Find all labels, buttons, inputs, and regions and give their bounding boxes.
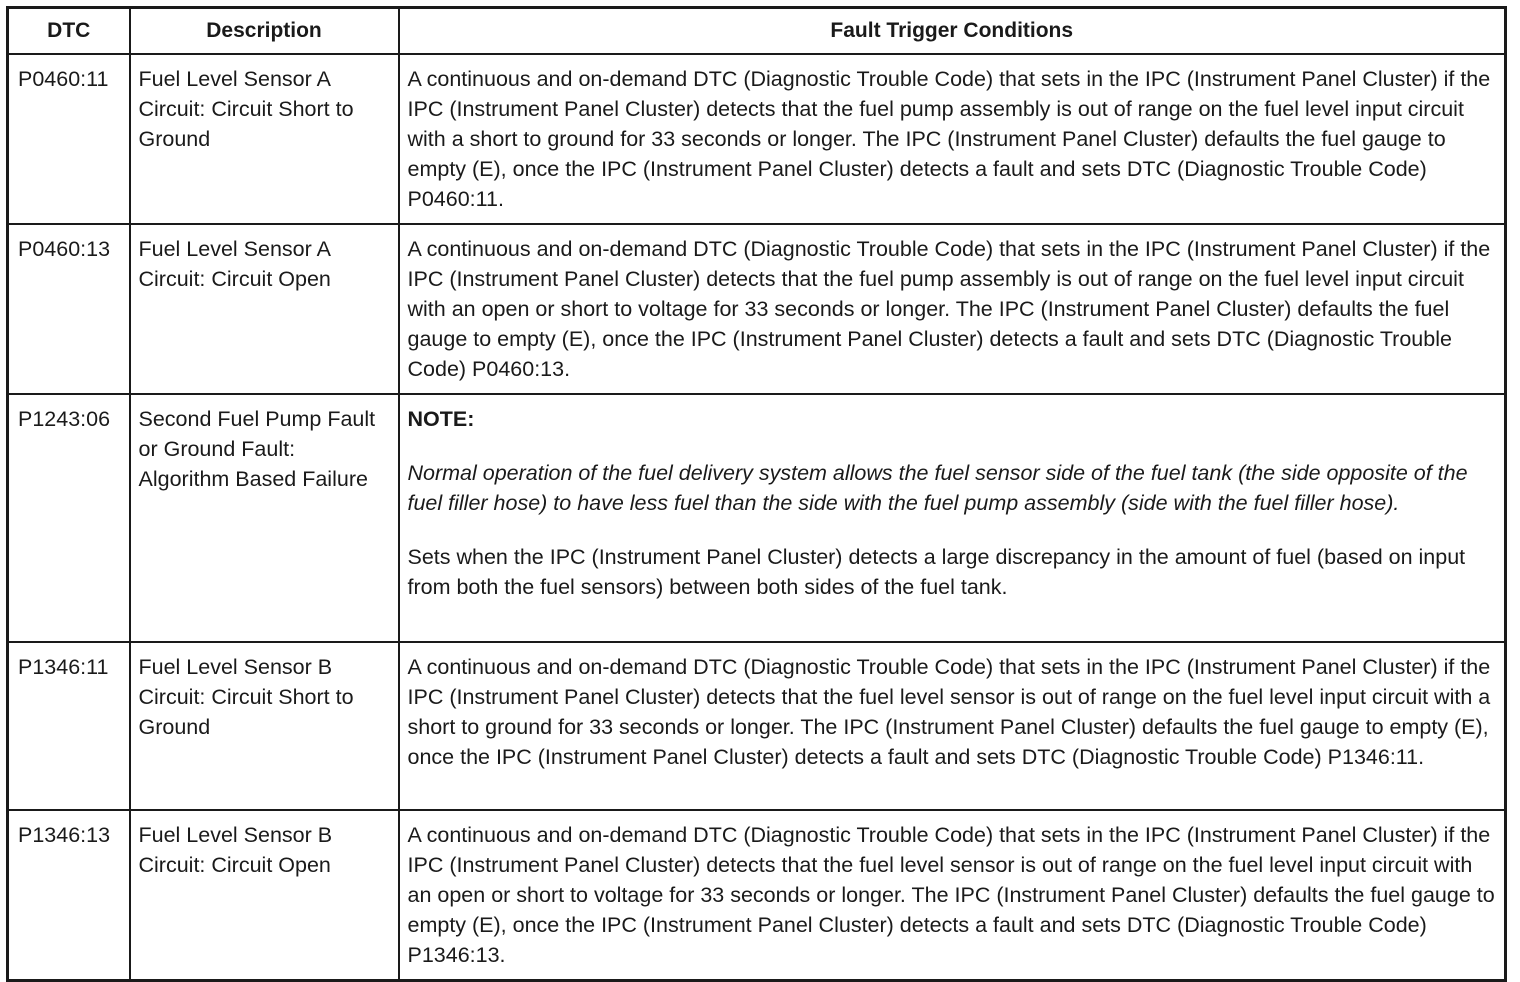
dtc-code: P1243:06 [8, 394, 130, 642]
fault-conditions: A continuous and on-demand DTC (Diagnostic Trouble Code) that sets in the IPC (Instrument Panel Cluster) if the IPC (Instrument Panel Cluster) detects that the fuel pump assembly is out of range on the fuel level input circuit with an open or short to voltage for 33 seconds or longer. The IPC (Instrument Panel Cluster) defaults the fuel gauge to empty (E), once the IPC (Instrument Panel Cluster) detects a fault and sets DTC (Diagnostic Trouble Code) P0460:13. [399, 224, 1506, 394]
dtc-table [6, 6, 1507, 982]
fault-conditions-cell [399, 394, 1506, 642]
header-dtc: DTC [8, 8, 130, 55]
fault-conditions: A continuous and on-demand DTC (Diagnostic Trouble Code) that sets in the IPC (Instrument Panel Cluster) if the IPC (Instrument Panel Cluster) detects that the fuel level sensor is out of range on the fuel level input circuit with an open or short to voltage for 33 seconds or longer. The IPC (Instrument Panel Cluster) defaults the fuel gauge to empty (E), once the IPC (Instrument Panel Cluster) detects a fault and sets DTC (Diagnostic Trouble Code) P1346:13. [399, 810, 1506, 981]
fault-conditions: A continuous and on-demand DTC (Diagnostic Trouble Code) that sets in the IPC (Instrument Panel Cluster) if the IPC (Instrument Panel Cluster) detects that the fuel level sensor is out of range on the fuel level input circuit with a short to ground for 33 seconds or longer. The IPC (Instrument Panel Cluster) defaults the fuel gauge to empty (E), once the IPC (Instrument Panel Cluster) detects a fault and sets DTC (Diagnostic Trouble Code) P1346:11. [399, 642, 1506, 810]
fault-conditions: Sets when the IPC (Instrument Panel Cluster) detects a large discrepancy in the amount of fuel (based on input from both the fuel sensors) between both sides of the fuel tank. [407, 545, 1466, 599]
dtc-code: P0460:13 [8, 224, 130, 394]
table-header [8, 8, 1506, 55]
table-row [8, 54, 1506, 224]
note-label: NOTE: [407, 407, 475, 431]
dtc-code: P1346:11 [8, 642, 130, 810]
dtc-description: Fuel Level Sensor B Circuit: Circuit Short to Ground [130, 642, 399, 810]
fault-conditions: A continuous and on-demand DTC (Diagnostic Trouble Code) that sets in the IPC (Instrument Panel Cluster) if the IPC (Instrument Panel Cluster) detects that the fuel pump assembly is out of range on the fuel level input circuit with a short to ground for 33 seconds or longer. The IPC (Instrument Panel Cluster) defaults the fuel gauge to empty (E), once the IPC (Instrument Panel Cluster) detects a fault and sets DTC (Diagnostic Trouble Code) P0460:11. [399, 54, 1506, 224]
table-row [8, 224, 1506, 394]
table-row [8, 394, 1506, 642]
dtc-description: Second Fuel Pump Fault or Ground Fault: Algorithm Based Failure [130, 394, 399, 642]
dtc-description: Fuel Level Sensor A Circuit: Circuit Short to Ground [130, 54, 399, 224]
header-conditions: Fault Trigger Conditions [399, 8, 1506, 55]
table-row [8, 642, 1506, 810]
header-row [8, 8, 1506, 55]
note-text: Normal operation of the fuel delivery system allows the fuel sensor side of the fuel tank (the side opposite of the fuel filler hose) to have less fuel than the side with the fuel pump assembly (side with the fuel filler hose). [407, 461, 1468, 515]
dtc-code: P1346:13 [8, 810, 130, 981]
dtc-code: P0460:11 [8, 54, 130, 224]
header-description: Description [130, 8, 399, 55]
table-body [8, 54, 1506, 981]
table-row [8, 810, 1506, 981]
dtc-description: Fuel Level Sensor B Circuit: Circuit Open [130, 810, 399, 981]
dtc-description: Fuel Level Sensor A Circuit: Circuit Open [130, 224, 399, 394]
